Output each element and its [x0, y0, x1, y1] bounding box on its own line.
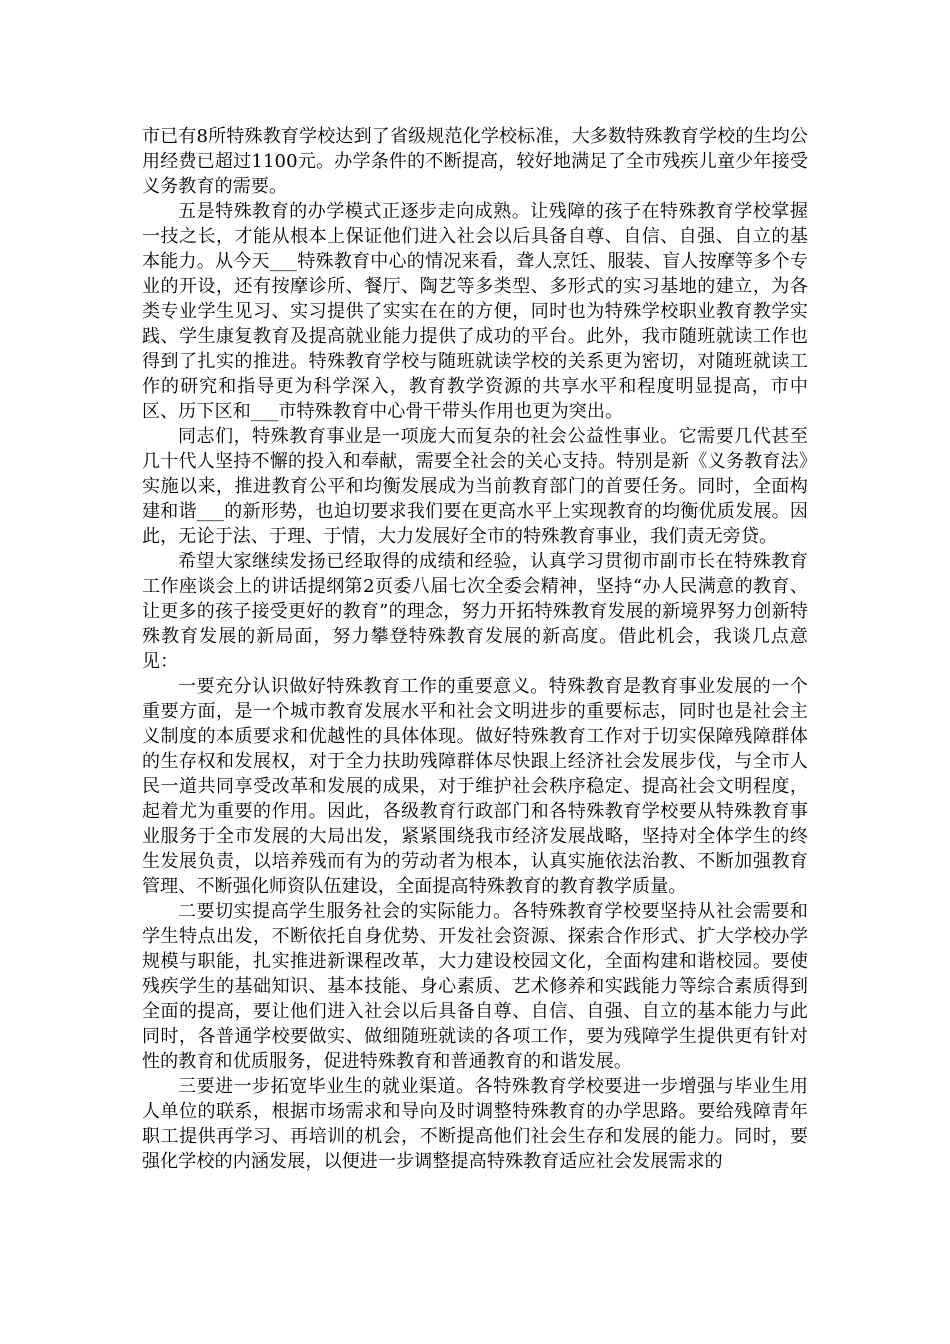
paragraph-6: 二要切实提高学生服务社会的实际能力。各特殊教育学校要坚持从社会需要和学生特点出发，不断依托自身优势、开发社会资源、探索合作形式、扩大学校办学规模与职能，扎实推进新课程改革，大力建设校园文化，全面构建和谐校园。要使残疾学生的基础知识、基本技能、身心素质、艺术修养和实践能力等综合素质得到全面的提高，要让他们进入社会以后具备自尊、自信、自强、自立的基本能力与此同时，各普通学校要做实、做细随班就读的各项工作，要为残障学生提供更有针对性的教育和优质服务，促进特殊教育和普通教育的和谐发展。	[142, 901, 808, 1072]
paragraph-4: 希望大家继续发扬已经取得的成绩和经验，认真学习贯彻市副市长在特殊教育工作座谈会上的讲话提纲第2页委八届七次全委会精神，坚持“办人民满意的教育、让更多的孩子接受更好的教育”的理念，努力开拓特殊教育发展的新境界努力创新特殊教育发展的新局面，努力攀登特殊教育发展的新高度。借此机会，我谈几点意见：	[142, 551, 808, 672]
paragraph-2: 五是特殊教育的办学模式正逐步走向成熟。让残障的孩子在特殊教育学校掌握一技之长，才能从根本上保证他们进入社会以后具备自尊、自信、自强、自立的基本能力。从今天___特殊教育中心的情况来看，聋人烹饪、服装、盲人按摩等多个专业的开设，还有按摩诊所、餐厅、陶艺等多类型、多形式的实习基地的建立，为各类专业学生见习、实习提供了实实在在的方便，同时也为特殊学校职业教育教学实践、学生康复教育及提高就业能力提供了成功的平台。此外，我市随班就读工作也得到了扎实的推进。特殊教育学校与随班就读学校的关系更为密切，对随班就读工作的研究和指导更为科学深入，教育教学资源的共享水平和程度明显提高，市中区、历下区和___市特殊教育中心骨干带头作用也更为突出。	[142, 201, 808, 422]
paragraph-3: 同志们，特殊教育事业是一项庞大而复杂的社会公益性事业。它需要几代甚至几十代人坚持不懈的投入和奉献，需要全社会的关心支持。特别是新《义务教育法》实施以来，推进教育公平和均衡发展成为当前教育部门的首要任务。同时，全面构建和谐___的新形势，也迫切要求我们要在更高水平上实现教育的均衡优质发展。因此，无论于法、于理、于情，大力发展好全市的特殊教育事业，我们责无旁贷。	[142, 426, 808, 547]
paragraph-5: 一要充分认识做好特殊教育工作的重要意义。特殊教育是教育事业发展的一个重要方面，是一个城市教育发展水平和社会文明进步的重要标志，同时也是社会主义制度的本质要求和优越性的具体体现。做好特殊教育工作对于切实保障残障群体的生存权和发展权，对于全力扶助残障群体尽快跟上经济社会发展步伐，与全市人民一道共同享受改革和发展的成果，对于维护社会秩序稳定、提高社会文明程度，起着尤为重要的作用。因此，各级教育行政部门和各特殊教育学校要从特殊教育事业服务于全市发展的大局出发，紧紧围绕我市经济发展战略，坚持对全体学生的终生发展负责，以培养残而有为的劳动者为根本，认真实施依法治教、不断加强教育管理、不断强化师资队伍建设，全面提高特殊教育的教育教学质量。	[142, 676, 808, 897]
document-body	[142, 124, 808, 1174]
paragraph-7: 三要进一步拓宽毕业生的就业渠道。各特殊教育学校要进一步增强与毕业生用人单位的联系，根据市场需求和导向及时调整特殊教育的办学思路。要给残障青年职工提供再学习、再培训的机会，不断提高他们社会生存和发展的能力。同时，要强化学校的内涵发展，以便进一步调整提高特殊教育适应社会发展需求的	[142, 1076, 808, 1172]
paragraph-1: 市已有8所特殊教育学校达到了省级规范化学校标准，大多数特殊教育学校的生均公用经费已超过1100元。办学条件的不断提高，较好地满足了全市残疾儿童少年接受义务教育的需要。	[142, 126, 808, 197]
